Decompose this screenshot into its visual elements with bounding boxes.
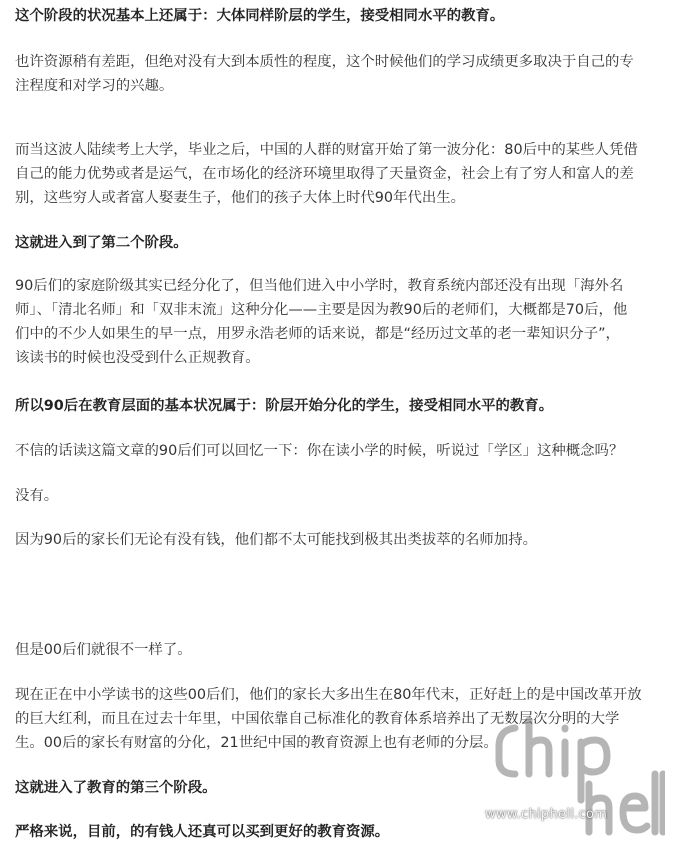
text-line: 不信的话读这篇文章的90后们可以回忆一下：你在读小学的时候，听说过「学区」这种概念吗？ <box>15 443 624 459</box>
text-line: 而当这波人陆续考上大学，毕业之后，中国的人群的财富开始了第一波分化：80后中的某些人凭借 <box>15 142 638 158</box>
text-line: 这个阶段的状况基本上还属于：大体同样阶层的学生，接受相同水平的教育。 <box>15 8 505 24</box>
text-line: 该读书的时候也没受到什么正规教育。 <box>15 350 260 366</box>
paragraph-stage-two-heading <box>15 231 665 255</box>
text-line: 严格来说，目前，的有钱人还真可以买到更好的教育资源。 <box>15 824 390 840</box>
paragraph-no <box>15 484 665 508</box>
text-line: 们中的不少人如果生的早一点，用罗永浩老师的话来说，都是“经历过文革的老一辈知识分子”， <box>15 326 620 342</box>
text-line: 自己的能力优势或者是运气，在市场化的经济环境里取得了天量资金，社会上有了穷人和富人的差 <box>15 166 634 182</box>
text-line: 这就进入到了第二个阶段。 <box>15 235 188 251</box>
text-line: 所以90后在教育层面的基本状况属于：阶层开始分化的学生，接受相同水平的教育。 <box>15 398 554 414</box>
text-line: 现在正在中小学读书的这些00后们，他们的家长大多出生在80年代末，正好赶上的是中国改革开放 <box>15 687 642 703</box>
paragraph-90s-families <box>15 274 665 370</box>
paragraph-stage-three-heading <box>15 776 665 800</box>
text-line: 别，这些穷人或者富人娶妻生子，他们的孩子大体上时代90年代出生。 <box>15 190 466 206</box>
paragraph-stage-one-summary <box>15 4 665 28</box>
paragraph-rich-buy-education <box>15 820 665 844</box>
paragraph-no-famous-teachers <box>15 528 665 552</box>
paragraph-stage-two-summary <box>15 394 665 418</box>
text-line: 因为90后的家长们无论有没有钱，他们都不太可能找到极其出类拔萃的名师加持。 <box>15 532 537 548</box>
paragraph-resources <box>15 50 665 98</box>
paragraph-00s-parents <box>15 683 665 755</box>
text-line: 的巨大红利，而且在过去十年里，中国依靠自己标准化的教育体系培养出了无数层次分明的大学 <box>15 711 620 727</box>
paragraph-00s-different <box>15 638 665 662</box>
watermark-url: www.chiphell.com <box>485 807 608 822</box>
paragraph-wealth-split <box>15 138 665 210</box>
text-line: 也许资源稍有差距，但绝对没有大到本质性的程度，这个时候他们的学习成绩更多取决于自己的专 <box>15 54 634 70</box>
text-line: 没有。 <box>15 488 59 504</box>
text-line: 90后们的家庭阶级其实已经分化了，但当他们进入中小学时，教育系统内部还没有出现「海外名 <box>15 278 624 294</box>
text-line: 但是00后们就很不一样了。 <box>15 642 192 658</box>
text-line: 这就进入了教育的第三个阶段。 <box>15 780 217 796</box>
paragraph-school-district <box>15 439 665 463</box>
text-line: 生。00后的家长有财富的分化，21世纪中国的教育资源上也有老师的分层。 <box>15 735 498 751</box>
text-line: 师」、「清北名师」和「双非末流」这种分化——主要是因为教90后的老师们，大概都是70后，他 <box>15 302 628 318</box>
text-line: 注程度和对学习的兴趣。 <box>15 78 174 94</box>
